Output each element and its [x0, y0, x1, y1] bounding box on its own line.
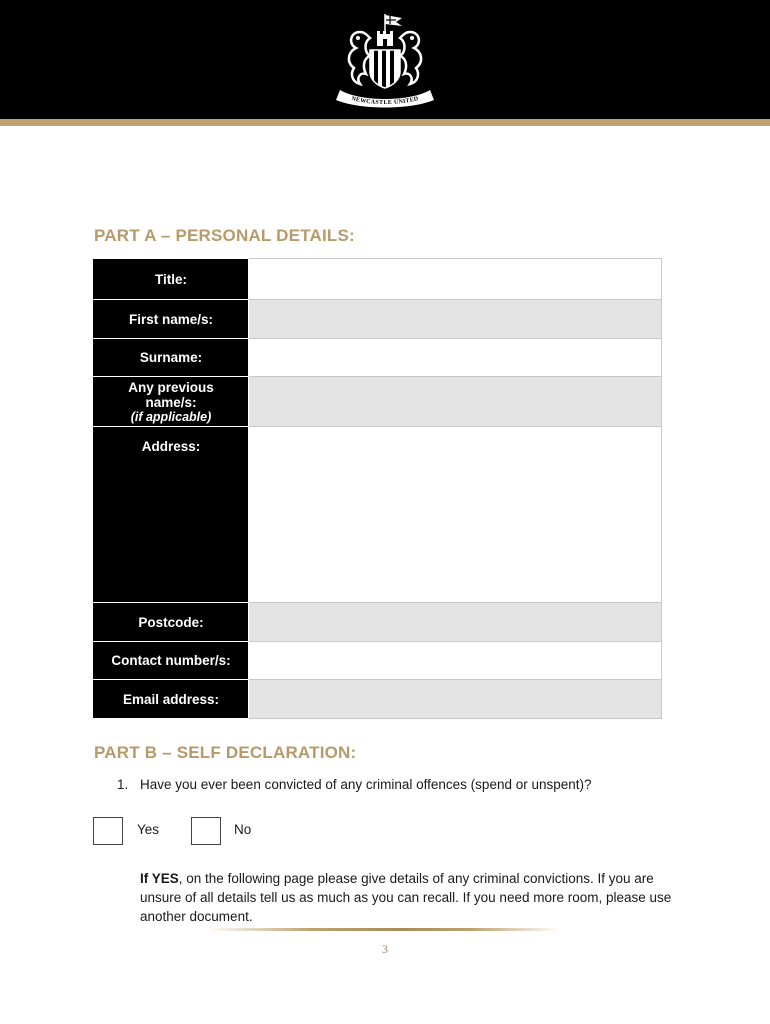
part-b-title: PART B – SELF DECLARATION:	[94, 743, 357, 762]
table-row	[94, 339, 662, 377]
postcode-label-text: Postcode:	[138, 614, 204, 630]
previous-names-line1: Any previous	[128, 379, 214, 395]
contact-numbers-label	[94, 642, 249, 680]
surname-label	[94, 339, 249, 377]
surname-input[interactable]	[249, 339, 662, 377]
previous-names-label	[94, 377, 249, 427]
yes-checkbox[interactable]	[93, 817, 123, 845]
no-label: No	[234, 822, 252, 837]
title-label-text: Title:	[154, 271, 187, 287]
first-names-input[interactable]	[249, 300, 662, 339]
surname-label-text: Surname:	[139, 350, 203, 365]
contact-numbers-input[interactable]	[249, 642, 662, 680]
if-yes-text: , on the following page please give details of any criminal convictions. If you are unsure of all details tell us as much as you can recall. If you need more room, please use another document.	[140, 871, 672, 924]
club-crest-logo	[330, 10, 440, 108]
personal-details-table	[93, 258, 662, 719]
previous-names-input[interactable]	[249, 377, 662, 427]
address-label	[94, 427, 249, 603]
table-row	[94, 427, 662, 603]
postcode-input[interactable]	[249, 603, 662, 642]
question-number: 1.	[117, 777, 129, 792]
table-row	[94, 680, 662, 719]
table-row	[94, 642, 662, 680]
crest-banner-text: NEWCASTLE UNITED	[350, 96, 420, 107]
no-checkbox[interactable]	[191, 817, 221, 845]
table-row	[94, 259, 662, 300]
if-yes-instructions	[140, 869, 680, 926]
header-band	[0, 0, 770, 119]
address-label-text: Address:	[141, 439, 201, 454]
previous-names-line2: name/s:	[145, 394, 197, 410]
page-number: 3	[382, 942, 388, 956]
address-input[interactable]	[249, 427, 662, 603]
question-1	[117, 777, 592, 792]
email-address-input[interactable]	[249, 680, 662, 719]
footer-gold-rule	[205, 928, 561, 931]
first-names-label-text: First name/s:	[128, 311, 214, 327]
table-row	[94, 603, 662, 642]
question-text: Have you ever been convicted of any criminal offences (spend or unspent)?	[140, 777, 592, 792]
previous-names-note: (if applicable)	[130, 409, 212, 424]
postcode-label	[94, 603, 249, 642]
table-row	[94, 300, 662, 339]
table-row	[94, 377, 662, 427]
email-address-label	[94, 680, 249, 719]
part-a-title: PART A – PERSONAL DETAILS:	[94, 226, 355, 245]
header-gold-rule	[0, 119, 770, 126]
email-address-label-text: Email address:	[122, 691, 220, 707]
contact-numbers-label-text: Contact number/s:	[111, 653, 231, 668]
yes-label: Yes	[137, 822, 160, 837]
if-yes-bold: If YES	[140, 871, 179, 886]
first-names-label	[94, 300, 249, 339]
title-input[interactable]	[249, 259, 662, 300]
title-label	[94, 259, 249, 300]
